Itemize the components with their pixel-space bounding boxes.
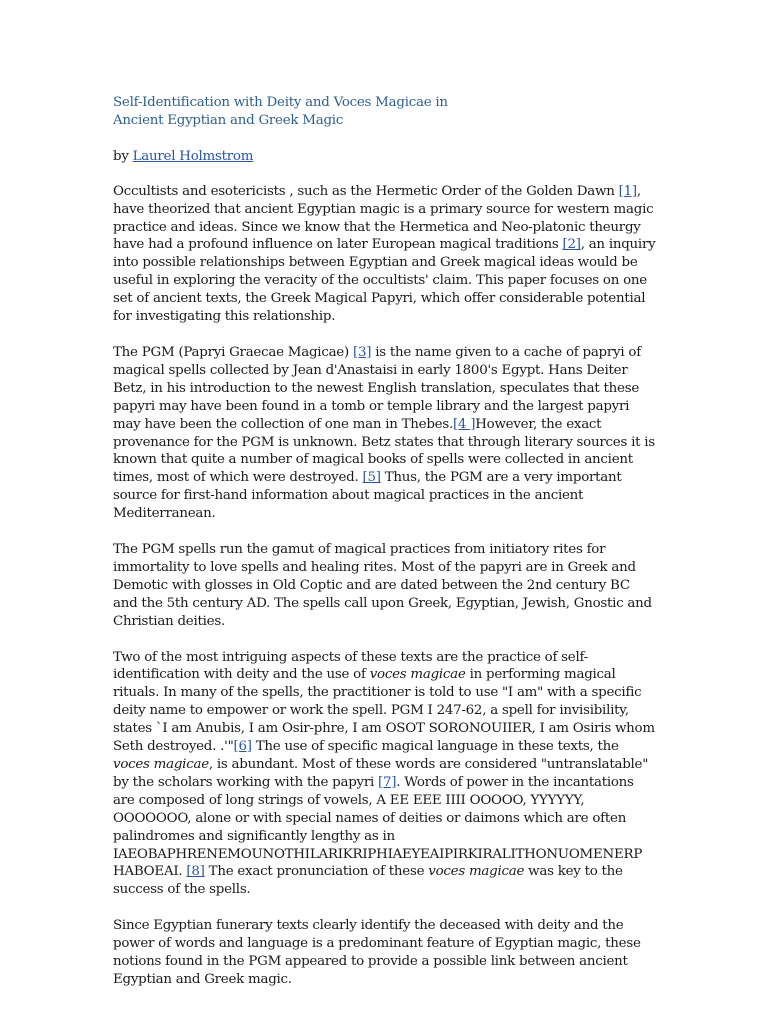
footnote-link-4[interactable]: [4 ]	[452, 416, 476, 432]
document-page	[113, 90, 658, 1007]
paragraph-voces-magicae	[113, 649, 658, 900]
footnote-link-2[interactable]: [2]	[562, 237, 581, 253]
text-run: in performing magical rituals. In many of the spells, the practitioner is told to use "I am" with a specific deity name to empower or work the spell. PGM I 247-62, a spell for invisibility, states `I am Anubis, I am Osir-phre, I am OSOT SORONOUIIER, I am Osiris whom Seth destroyed. .'"	[113, 667, 655, 755]
author-link[interactable]: Laurel Holmstrom	[132, 148, 254, 164]
italic-term: voces magicae	[113, 757, 209, 772]
footnote-link-3[interactable]: [3]	[352, 344, 372, 360]
text-run: Thus, the PGM are a very important source for first-hand information about magical practices in the ancient Mediterranean.	[113, 470, 622, 522]
text-run: Occultists and esotericists , such as the Hermetic Order of the Golden Dawn	[113, 183, 619, 199]
text-run: The exact pronunciation of these	[204, 864, 429, 880]
footnote-link-6[interactable]: [6]	[233, 739, 252, 755]
text-run: The use of specific magical language in these texts, the	[251, 739, 619, 755]
paragraph-intro	[113, 183, 658, 326]
text-run: was key to the success of the spells.	[113, 864, 623, 898]
footnote-link-8[interactable]: [8]	[186, 864, 205, 880]
text-run: Two of the most intriguing aspects of these texts are the practice of self-identification with deity and the use of	[113, 649, 589, 683]
text-run: The PGM (Papryi Graecae Magicae)	[113, 344, 353, 360]
body-text	[113, 183, 658, 989]
italic-term: voces magicae	[369, 667, 466, 683]
document-title	[113, 94, 658, 130]
footnote-link-1[interactable]: [1]	[618, 183, 637, 199]
text-run: is the name given to a cache of papryi of magical spells collected by Jean d'Anastaisi in early 1800's Egypt. Hans Deiter Betz, in his introduction to the newest English translation, speculates that these papyri may have been found in a tomb or temple library and the largest papyri may have been the collection of one man in Thebes.	[113, 344, 641, 432]
byline	[113, 148, 658, 166]
text-run: , have theorized that ancient Egyptian magic is a primary source for western magic practice and ideas. Since we know that the Hermetica and Neo-platonic theurgy have had a profound influence on later European magical traditions	[113, 183, 654, 253]
italic-term: voces magicae	[428, 864, 525, 880]
footnote-link-5[interactable]: [5]	[362, 470, 381, 486]
byline-prefix: by	[113, 148, 133, 164]
title-line-2: Ancient Egyptian and Greek Magic	[113, 112, 344, 128]
paragraph-pgm-origins	[113, 344, 658, 523]
text-run: However, the exact provenance for the PGM is unknown. Betz states that through literary sources it is known that quite a number of magical books of spells were collected in ancient times, most of which were destroyed.	[113, 416, 655, 486]
paragraph-funerary-texts	[113, 917, 658, 989]
paragraph-pgm-spells	[113, 541, 658, 631]
footnote-link-7[interactable]: [7]	[378, 774, 397, 790]
text-run: , an inquiry into possible relationships between Egyptian and Greek magical ideas would be useful in exploring the veracity of the occultists' claim. This paper focuses on one set of ancient texts, the Greek Magical Papyri, which offer considerable potential for investigating this relationship.	[113, 237, 656, 325]
title-line-1: Self-Identification with Deity and Voces Magicae in	[113, 95, 448, 110]
text-run: The PGM spells run the gamut of magical practices from initiatory rites for immortality to love spells and healing rites. Most of the papyri are in Greek and Demotic with glosses in Old Coptic and are dated between the 2nd century BC and the 5th century AD. The spells call upon Greek, Egyptian, Jewish, Gnostic and Christian deities.	[113, 542, 652, 629]
text-run: , is abundant. Most of these words are considered "untranslatable" by the scholars working with the papyri	[113, 757, 649, 790]
text-run: . Words of power in the incantations are composed of long strings of vowels, A EE EEE IIII OOOOO, YYYYYY, OOOOOOO, alone or with special names of deities or daimons which are often palindromes and significantly lengthy as in IAEOBAPHRENEMOUNOTHILARIKRIPHIAEYEAIPIRKIRALITHONUOMENERP HABOEAI.	[113, 774, 643, 880]
text-run: Since Egyptian funerary texts clearly identify the deceased with deity and the power of words and language is a predominant feature of Egyptian magic, these notions found in the PGM appeared to provide a possible link between ancient Egyptian and Greek magic.	[113, 918, 641, 987]
